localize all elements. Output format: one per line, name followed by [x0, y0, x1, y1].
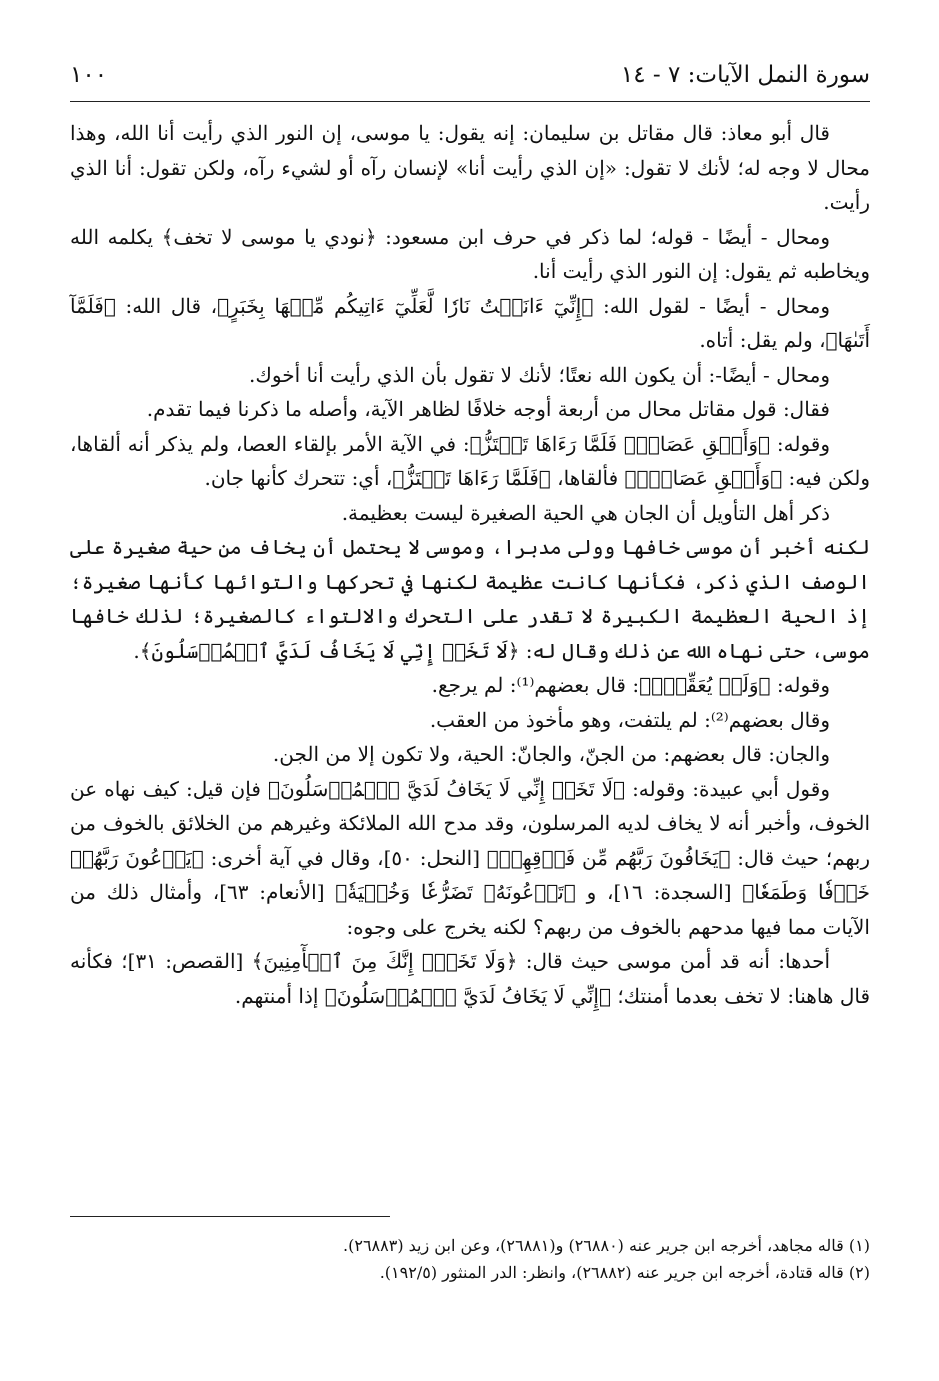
paragraph: لكنه أخبر أن موسى خافها وولى مدبرا، وموسى لا يحتمل أن يخاف من حية صغيرة على الوصف الذي ذكر، فكأنها كانت عظيمة لكنها في تحركها والتوائها كأنها صغيرة؛ إذ الحية العظيمة الكبيرة لا تقدر على التحرك والالتواء كالصغيرة؛ لذلك خافها موسى، حتى نهاه الله عن ذلك وقال له: ﴿لَا تَخَفۡ إِنِّي لَا يَخَافُ لَدَيَّ ٱلۡمُرۡسَلُونَ﴾.	[70, 535, 870, 663]
paragraph: ومحال - أيضًا - لقول الله: ﴿إِنِّيٓ ءَانَسۡتُ نَارٗا لَّعَلِّيٓ ءَاتِيكُم مِّنۡهَا بِخَبَرٍ﴾، قال الله: ﴿فَلَمَّآ أَتَىٰهَا﴾، ولم يقل: أتاه.	[70, 293, 870, 352]
page-number: ١٠٠	[70, 62, 108, 88]
paragraph: أحدها: أنه قد أمن موسى حيث قال: ﴿وَلَا تَخَفۡۖ إِنَّكَ مِنَ ٱلۡأٓمِنِينَ﴾ [القصص: ٣١]؛ فكأنه قال هاهنا: لا تخف بعدما أمنتك؛ ﴿إِنِّي لَا يَخَافُ لَدَيَّ ٱلۡمُرۡسَلُونَ﴾ إذا أمنتهم.	[70, 949, 870, 1008]
page-header	[70, 50, 870, 88]
paragraph: ومحال - أيضًا - قوله؛ لما ذكر في حرف ابن مسعود: ﴿نودي يا موسى لا تخف﴾ يكلمه الله ويخاطبه ثم يقول: إن النور الذي رأيت أنا.	[70, 224, 870, 283]
paragraph: ذكر أهل التأويل أن الجان هي الحية الصغيرة ليست بعظيمة.	[341, 500, 830, 525]
footnote-rule	[70, 1216, 390, 1217]
footnotes	[70, 1232, 870, 1286]
paragraph: وقال بعضهم⁽²⁾: لم يلتفت، وهو مأخوذ من العقب.	[429, 707, 830, 732]
paragraph: قال أبو معاذ: قال مقاتل بن سليمان: إنه يقول: يا موسى، إن النور الذي رأيت أنا الله، وهذا محال لا وجه له؛ لأنك لا تقول: «إن الذي رأيت أنا» لإنسان رآه أو لشيء رآه، ولكن تقول: أنا الذي رأيت.	[70, 121, 870, 214]
book-page	[70, 50, 870, 1350]
paragraph: ومحال - أيضًا-: أن يكون الله نعتًا؛ لأنك لا تقول بأن الذي رأيت أنا أخوك.	[249, 362, 830, 387]
footnote: (٢) قاله قتادة، أخرجه ابن جرير عنه (٢٦٨٨٢)، وانظر: الدر المنثور (١٩٢/٥).	[379, 1263, 870, 1282]
paragraph: وقوله: ﴿وَأَلۡقِ عَصَاكَۚ فَلَمَّا رَءَاهَا تَهۡتَزُّ﴾: في الآية الأمر بإلقاء العصا، ولم يذكر أنه ألقاها، ولكن فيه: ﴿وَأَلۡقِ عَصَاكَۚ﴾ فألقاها، ﴿فَلَمَّا رَءَاهَا تَهۡتَزُّ﴾، أي: تتحرك كأنها جان.	[70, 431, 870, 490]
paragraph: والجان: قال بعضهم: من الجنّ، والجانّ: الحية، ولا تكون إلا من الجن.	[272, 742, 830, 766]
paragraph: فقال: قول مقاتل محال من أربعة أوجه خلافًا لظاهر الآية، وأصله ما ذكرنا فيما تقدم.	[146, 397, 830, 421]
main-text	[70, 116, 870, 1013]
running-title: سورة النمل الآيات: ٧ - ١٤	[620, 62, 870, 88]
header-rule	[70, 101, 870, 102]
paragraph: وقول أبي عبيدة: وقوله: ﴿لَا تَخَفۡ إِنِّي لَا يَخَافُ لَدَيَّ ٱلۡمُرۡسَلُونَ﴾ فإن قيل: كيف نهاه عن الخوف، وأخبر أنه لا يخاف لديه المرسلون، وقد مدح الله الملائكة وغيرهم من الخلائق بالخوف من ربهم؛ حيث قال: ﴿يَخَافُونَ رَبَّهُم مِّن فَوۡقِهِمۡ﴾ [النحل: ٥٠]، وقال في آية أخرى: ﴿يَدۡعُونَ رَبَّهُمۡ خَوۡفٗا وَطَمَعٗا﴾ [السجدة: ١٦]، و ﴿تَدۡعُونَهُۥ تَضَرُّعٗا وَخُفۡيَةٗ﴾ [الأنعام: ٦٣]، وأمثال ذلك من الآيات مما فيها مدحهم بالخوف من ربهم؟ لكنه يخرج على وجوه:	[70, 776, 870, 939]
footnote: (١) قاله مجاهد، أخرجه ابن جرير عنه (٢٦٨٨٠) و(٢٦٨٨١)، وعن ابن زيد (٢٦٨٨٣).	[343, 1236, 870, 1255]
paragraph: وقوله: ﴿وَلَمۡ يُعَقِّبۡۚ﴾: قال بعضهم⁽¹⁾: لم يرجع.	[431, 673, 830, 697]
